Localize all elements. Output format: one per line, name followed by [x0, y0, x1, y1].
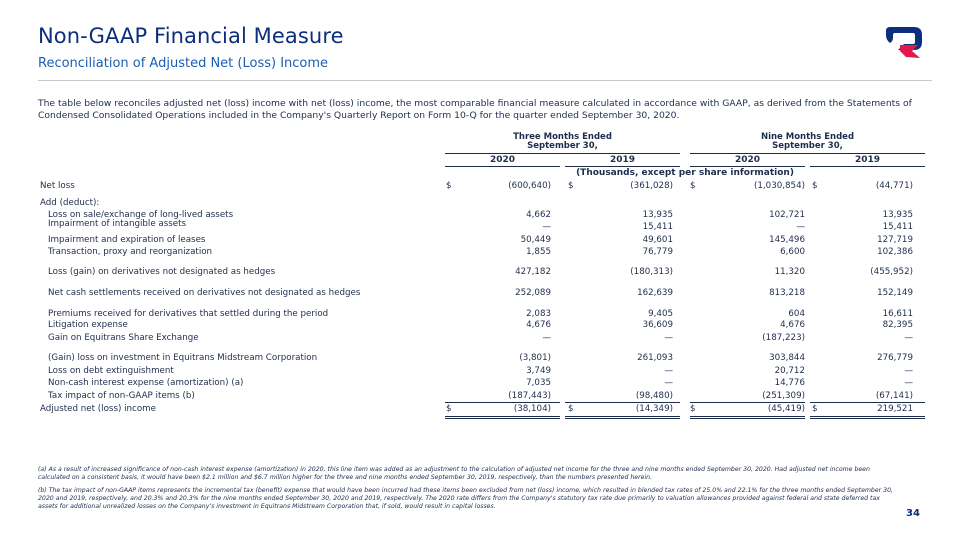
cell-value: 219,521 — [877, 404, 913, 414]
cell-value: 13,935 — [882, 210, 913, 220]
cell-value: 14,776 — [774, 378, 805, 388]
intro-paragraph: The table below reconciles adjusted net (loss) income with net (loss) income, the most comparable financial measure calculated in accordance with GAAP, as derived from the Statements of Condensed Consolidated Operations included in the Company's Quarterly Report on Form 10-Q for the quarter ended September 30, 2020. — [38, 98, 912, 121]
cell-value: 2,083 — [526, 309, 551, 319]
table-row — [0, 309, 960, 320]
cell-value: (45,419) — [767, 404, 805, 414]
year-rule-3 — [690, 166, 805, 167]
row-label: (Gain) loss on investment in Equitrans Midstream Corporation — [48, 353, 318, 363]
cell-value: — — [542, 333, 551, 343]
table-row — [0, 267, 960, 278]
row-label: Net cash settlements received on derivatives not designated as hedges — [48, 288, 361, 298]
three-months-header — [445, 133, 680, 151]
year-header-1: 2020 — [489, 155, 516, 165]
cell-value: 16,611 — [882, 309, 913, 319]
row-label: Premiums received for derivatives that settled during the period — [48, 309, 329, 319]
page-title: Non-GAAP Financial Measure — [38, 24, 344, 48]
cell-value: (14,349) — [635, 404, 673, 414]
eqt-logo — [884, 24, 924, 60]
row-label: Loss on sale/exchange of long-lived assets — [48, 210, 234, 220]
cell-value: (44,771) — [875, 181, 913, 191]
cell-value: — — [904, 333, 913, 343]
nine-months-header — [690, 133, 925, 151]
year-rule-4 — [810, 166, 925, 167]
subtotal-rule-4 — [810, 402, 925, 403]
cell-value: 276,779 — [877, 353, 913, 363]
total-rule-1 — [445, 416, 560, 417]
cell-value: — — [796, 222, 805, 232]
cell-value: 604 — [788, 309, 805, 319]
cell-value: (38,104) — [513, 404, 551, 414]
subtotal-rule-3 — [690, 402, 805, 403]
currency-symbol: $ — [812, 404, 818, 414]
cell-value: 36,609 — [642, 320, 673, 330]
cell-value: 127,719 — [877, 235, 913, 245]
row-label: Impairment and expiration of leases — [48, 235, 206, 245]
row-label: Non-cash interest expense (amortization) (a) — [48, 378, 244, 388]
cell-value: — — [904, 378, 913, 388]
row-label: Litigation expense — [48, 320, 128, 330]
table-row — [0, 320, 960, 331]
cell-value: 13,935 — [642, 210, 673, 220]
table-row — [0, 353, 960, 364]
total-rule-1b — [445, 418, 560, 419]
nine-months-rule — [690, 153, 925, 154]
year-header-2: 2019 — [609, 155, 636, 165]
header-divider — [38, 80, 932, 81]
row-label: Impairment of intangible assets — [48, 219, 187, 229]
total-rule-4b — [810, 418, 925, 419]
table-row — [0, 333, 960, 344]
cell-value: 4,662 — [526, 210, 551, 220]
row-label: Adjusted net (loss) income — [40, 404, 156, 414]
cell-value: 7,035 — [526, 378, 551, 388]
row-label: Net loss — [40, 181, 75, 191]
footnote-a: (a) As a result of increased significance of non-cash interest expense (amortization) in 2020, this line item was added as an adjustment to the calculation of adjusted net income for the three and nine months ended September 30, 2020. Had adjusted net income been calculated on a consistent basis, it would have been $2.1 million and $6.7 million higher for the three and nine months ended September 30, 2019, respectively, than the numbers presented herein. — [38, 466, 870, 481]
add-deduct-heading — [0, 198, 960, 209]
cell-value: — — [904, 366, 913, 376]
year-header-3: 2020 — [734, 155, 761, 165]
year-header-4: 2019 — [854, 155, 881, 165]
year-rule-2 — [565, 166, 680, 167]
three-months-rule — [445, 153, 680, 154]
subtotal-rule-2 — [565, 402, 680, 403]
table-row — [0, 288, 960, 299]
total-rule-3b — [690, 418, 805, 419]
table-row — [0, 366, 960, 377]
cell-value: 3,749 — [526, 366, 551, 376]
cell-value: 50,449 — [520, 235, 551, 245]
units-note: (Thousands, except per share information) — [576, 168, 794, 178]
cell-value: (1,030,854) — [754, 181, 805, 191]
currency-symbol: $ — [690, 181, 696, 191]
cell-value: 20,712 — [774, 366, 805, 376]
cell-value: 252,089 — [515, 288, 551, 298]
table-row — [0, 378, 960, 389]
total-rule-4 — [810, 416, 925, 417]
cell-value: 162,639 — [637, 288, 673, 298]
row-label: Add (deduct): — [40, 198, 100, 208]
three-months-line2: September 30, — [527, 141, 598, 151]
currency-symbol: $ — [812, 181, 818, 191]
total-rule-2 — [565, 416, 680, 417]
subtotal-rule-1 — [445, 402, 560, 403]
cell-value: 427,182 — [515, 267, 551, 277]
cell-value: (187,443) — [508, 391, 551, 401]
row-label: Loss (gain) on derivatives not designated as hedges — [48, 267, 276, 277]
row-label: Transaction, proxy and reorganization — [48, 247, 213, 257]
cell-value: (3,801) — [519, 353, 551, 363]
cell-value: 145,496 — [769, 235, 805, 245]
cell-value: (187,223) — [762, 333, 805, 343]
currency-symbol: $ — [446, 181, 452, 191]
cell-value: 303,844 — [769, 353, 805, 363]
cell-value: (600,640) — [508, 181, 551, 191]
cell-value: — — [542, 222, 551, 232]
nine-months-line1: Nine Months Ended — [760, 132, 855, 142]
cell-value: (67,141) — [875, 391, 913, 401]
cell-value: 4,676 — [526, 320, 551, 330]
cell-value: (251,309) — [762, 391, 805, 401]
table-row — [0, 222, 960, 233]
nine-months-line2: September 30, — [772, 141, 843, 151]
cell-value: 49,601 — [642, 235, 673, 245]
cell-value: 15,411 — [882, 222, 913, 232]
cell-value: 15,411 — [642, 222, 673, 232]
cell-value: 102,386 — [877, 247, 913, 257]
cell-value: 102,721 — [769, 210, 805, 220]
page-subtitle: Reconciliation of Adjusted Net (Loss) Income — [38, 56, 329, 71]
year-rule-1 — [445, 166, 560, 167]
table-row-total — [0, 404, 960, 415]
footnote-b: (b) The tax impact of non-GAAP items represents the incremental tax (benefit) expense that would have been incurred had these items been excluded from net (loss) income, which resulted in blended tax rates of 25.0% and 22.1% for the three months ended September 30, 2020 and 2019, respectively, and 20.3% and 20.3% for the nine months ended September 30, 2020 and 2019, respectively. The 2020 rate differs from the Company's statutory tax rate due primarily to valuation allowances provided against federal and state deferred tax assets for additional unrealized losses on the Company's investment in Equitrans Midstream Corporation that, if sold, would result in capital losses. — [38, 487, 893, 510]
cell-value: 152,149 — [877, 288, 913, 298]
cell-value: 813,218 — [769, 288, 805, 298]
cell-value: (180,313) — [630, 267, 673, 277]
cell-value: 6,600 — [780, 247, 805, 257]
total-rule-3 — [690, 416, 805, 417]
currency-symbol: $ — [568, 404, 574, 414]
cell-value: 4,676 — [780, 320, 805, 330]
cell-value: 82,395 — [882, 320, 913, 330]
table-row — [0, 247, 960, 258]
cell-value: 9,405 — [648, 309, 673, 319]
cell-value: 76,779 — [642, 247, 673, 257]
table-row — [0, 181, 960, 192]
row-label: Gain on Equitrans Share Exchange — [48, 333, 199, 343]
footnotes — [38, 466, 898, 516]
row-label: Tax impact of non-GAAP items (b) — [48, 391, 195, 401]
currency-symbol: $ — [690, 404, 696, 414]
three-months-line1: Three Months Ended — [513, 132, 612, 142]
cell-value: 1,855 — [526, 247, 551, 257]
currency-symbol: $ — [568, 181, 574, 191]
currency-symbol: $ — [446, 404, 452, 414]
table-row — [0, 391, 960, 402]
cell-value: 261,093 — [637, 353, 673, 363]
row-label: Loss on debt extinguishment — [48, 366, 174, 376]
cell-value: (361,028) — [630, 181, 673, 191]
cell-value: (98,480) — [635, 391, 673, 401]
cell-value: — — [664, 333, 673, 343]
cell-value: — — [664, 378, 673, 388]
page-number: 34 — [906, 508, 920, 519]
cell-value: — — [664, 366, 673, 376]
total-rule-2b — [565, 418, 680, 419]
table-row — [0, 235, 960, 246]
cell-value: (455,952) — [870, 267, 913, 277]
cell-value: 11,320 — [774, 267, 805, 277]
